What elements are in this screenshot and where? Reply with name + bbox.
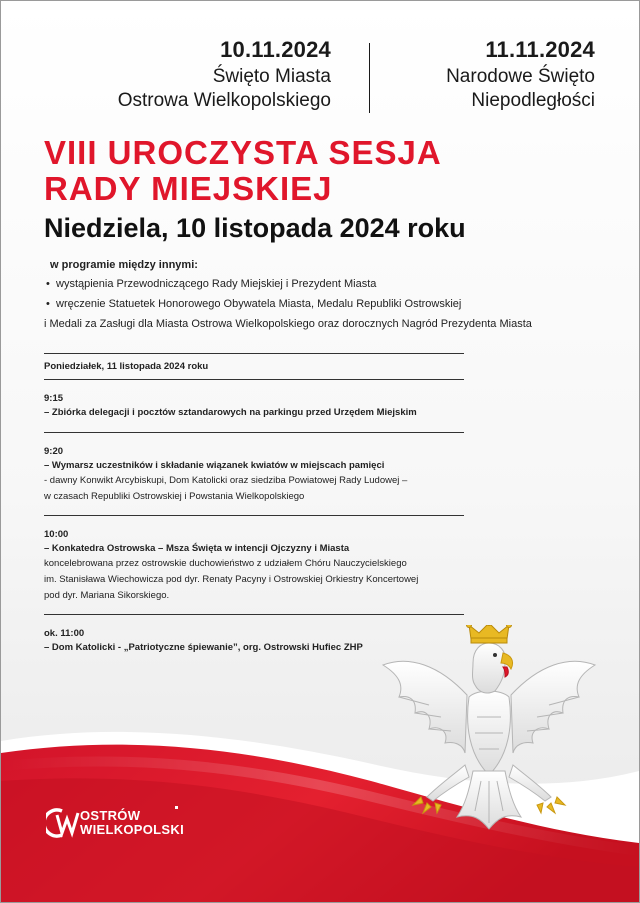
event-title-text: – Konkatedra Ostrowska – Msza Święta w intencji Ojczyzny i Miasta [44, 543, 350, 554]
crown-icon [467, 625, 512, 643]
date-national-name-line1: Narodowe Święto [446, 66, 595, 87]
schedule-event [44, 380, 464, 432]
event-description: w czasach Republiki Ostrowskiej i Powstania Wielkopolskiego [44, 491, 305, 502]
event-description: pod dyr. Mariana Sikorskiego. [44, 590, 170, 601]
date-block-city [118, 37, 331, 113]
event-date: Niedziela, 10 listopada 2024 roku [44, 213, 466, 243]
logo-text-wielkopolski: WIELKOPOLSKI [80, 822, 184, 837]
event-title-text: – Dom Katolicki - „Patriotyczne śpiewanie”, org. Ostrowski Hufiec ZHP [44, 642, 363, 653]
date-city-name-line1: Święto Miasta [212, 66, 331, 87]
event-title-text: – Wymarsz uczestników i składanie wiązanek kwiatów w miejscach pamięci [44, 460, 385, 471]
date-national-day: 11.11.2024 [485, 37, 595, 62]
schedule-event [44, 516, 464, 614]
program-item-continuation: i Medali za Zasługi dla Miasta Ostrowa Wielkopolskiego oraz dorocznych Nagród Prezydenta Miasta [44, 318, 532, 330]
date-city-day: 10.11.2024 [220, 37, 331, 62]
event-title-line1: VIII UROCZYSTA SESJA [44, 134, 442, 171]
program-heading: w programie między innymi: [50, 259, 198, 271]
schedule-event [44, 433, 464, 515]
event-title [44, 135, 442, 207]
schedule-day: Poniedziałek, 11 listopada 2024 roku [44, 361, 209, 372]
schedule [44, 353, 464, 655]
logo-text-ostrow: OSTRÓW [80, 808, 141, 823]
event-time: 9:15 [44, 393, 64, 404]
white-eagle-emblem-icon [369, 625, 609, 840]
program-list [44, 274, 532, 314]
ow-logo-mark-icon [46, 807, 80, 839]
program-section [44, 257, 532, 334]
program-item: • wystąpienia Przewodniczącego Rady Miejskiej i Prezydent Miasta [44, 274, 532, 294]
event-time: ok. 11:00 [44, 628, 85, 639]
event-time: 9:20 [44, 446, 64, 457]
date-divider [369, 43, 370, 113]
logo-dot [175, 806, 178, 809]
event-title-text: – Zbiórka delegacji i pocztów sztandarowych na parkingu przed Urzędem Miejskim [44, 407, 417, 418]
event-time: 10:00 [44, 529, 69, 540]
event-description: - dawny Konwikt Arcybiskupi, Dom Katolicki oraz siedziba Powiatowej Rady Ludowej – [44, 475, 408, 486]
date-city-name-line2: Ostrowa Wielkopolskiego [117, 90, 331, 111]
event-title-line2: RADY MIEJSKIEJ [44, 170, 333, 207]
date-block-national [393, 37, 595, 113]
event-description: koncelebrowana przez ostrowskie duchowieństwo z udziałem Chóru Nauczycielskiego [44, 558, 407, 569]
ostrow-wielkopolski-logo [46, 805, 206, 845]
program-item: • wręczenie Statuetek Honorowego Obywatela Miasta, Medalu Republiki Ostrowskiej [44, 294, 532, 314]
event-description: im. Stanisława Wiechowicza pod dyr. Renaty Pacyny i Ostrowskiej Orkiestry Koncertowej [44, 574, 419, 585]
dates-header [1, 37, 639, 119]
date-national-name-line2: Niepodległości [471, 90, 595, 111]
